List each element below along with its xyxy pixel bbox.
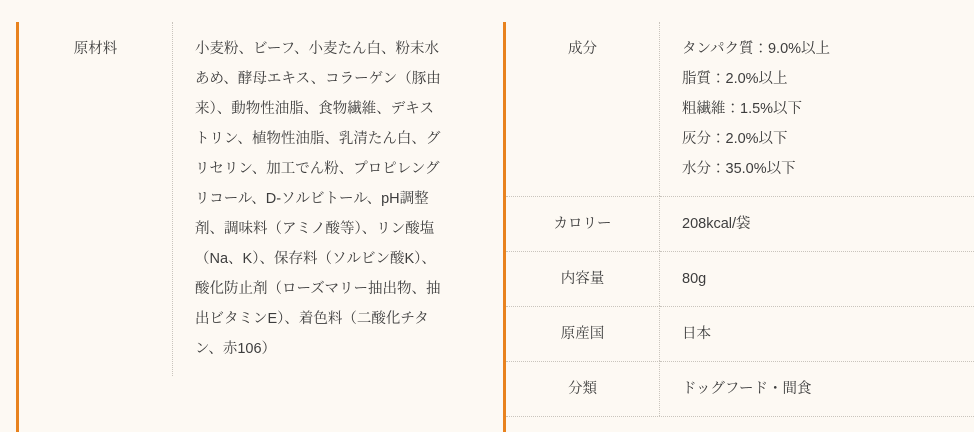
spec-column-right bbox=[487, 22, 974, 432]
composition-line-ash: 灰分：2.0%以下 bbox=[682, 131, 788, 147]
right-column-filler bbox=[506, 417, 974, 432]
table-row bbox=[506, 196, 974, 251]
spec-column-left bbox=[0, 22, 487, 432]
composition-line-moisture: 水分：35.0%以下 bbox=[682, 161, 796, 177]
row-label-calories: カロリー bbox=[506, 196, 660, 251]
row-value-country-of-origin bbox=[660, 306, 974, 361]
row-label-ingredients: 原材料 bbox=[19, 22, 173, 376]
row-label-net-weight: 内容量 bbox=[506, 251, 660, 306]
table-row bbox=[506, 22, 974, 196]
calories-value: 208kcal/袋 bbox=[682, 216, 751, 232]
spec-rows-right bbox=[506, 22, 974, 432]
composition-line-fiber: 粗繊維：1.5%以下 bbox=[682, 101, 803, 117]
row-value-calories bbox=[660, 196, 974, 251]
row-value-ingredients: 小麦粉、ビーフ、小麦たん白、粉末水あめ、酵母エキス、コラーゲン（豚由来）、動物性油脂、食物繊維、デキストリン、植物性油脂、乳清たん白、グリセリン、加工でん粉、プロピレングリコール、D-ソルビトール、pH調整剤、調味料（アミノ酸等）、リン酸塩（Na、K）、保存料（ソルビン酸K）、酸化防止剤（ローズマリー抽出物、抽出ビタミンE）、着色料（二酸化チタン、赤106） bbox=[195, 41, 441, 357]
net-weight-value: 80g bbox=[682, 271, 707, 287]
composition-line-fat: 脂質：2.0%以上 bbox=[682, 71, 788, 87]
table-row bbox=[19, 22, 487, 376]
row-value-net-weight bbox=[660, 251, 974, 306]
row-label-composition: 成分 bbox=[506, 22, 660, 196]
category-value: ドッグフード・間食 bbox=[682, 381, 812, 397]
spec-rows-left bbox=[19, 22, 487, 432]
table-row bbox=[506, 361, 974, 417]
row-value-category bbox=[660, 361, 974, 416]
row-label-category: 分類 bbox=[506, 361, 660, 416]
country-of-origin-value: 日本 bbox=[682, 326, 711, 342]
row-value-composition bbox=[660, 22, 974, 196]
row-label-country-of-origin: 原産国 bbox=[506, 306, 660, 361]
table-row bbox=[506, 306, 974, 361]
composition-line-protein: タンパク質：9.0%以上 bbox=[682, 41, 831, 57]
table-row bbox=[506, 251, 974, 306]
